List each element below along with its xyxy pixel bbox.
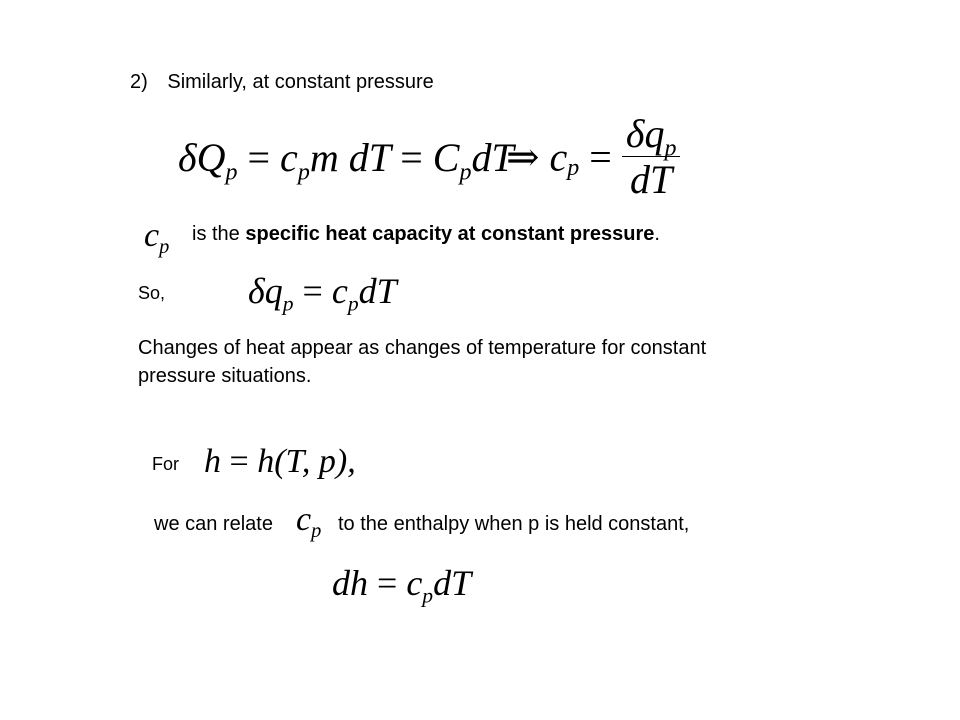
relate-prefix: we can relate: [154, 513, 273, 535]
subscript-p: p: [459, 159, 472, 186]
delta-Q: δQ: [178, 135, 226, 180]
definition-text: [192, 222, 660, 246]
subscript-p: p: [664, 135, 677, 162]
explanation-paragraph: [138, 334, 706, 390]
equation-enthalpy-change: [332, 562, 472, 608]
equals-sign: =: [400, 135, 423, 180]
c-symbol: c: [280, 135, 298, 180]
so-label: So,: [138, 283, 166, 303]
definition-term: specific heat capacity at constant pressure: [245, 223, 655, 245]
c-symbol: c: [406, 563, 423, 603]
equals-sign: =: [229, 443, 249, 480]
equation-heat-constant-pressure: [178, 134, 514, 186]
equation-heat-per-mass: [248, 270, 397, 316]
h-symbol: h: [204, 443, 221, 480]
fraction: [622, 112, 681, 203]
subscript-p: p: [159, 236, 170, 259]
dh-term: dh: [332, 563, 368, 603]
equation-enthalpy-function: [204, 442, 356, 482]
definition-line: [144, 216, 170, 259]
equals-sign: =: [377, 563, 398, 603]
fraction-numerator: [622, 111, 681, 162]
subscript-p: p: [225, 159, 238, 186]
fraction-denominator: dT: [630, 157, 673, 202]
section-number: 2): [130, 71, 148, 93]
implies-arrow: ⇒: [506, 134, 540, 180]
subscript-p: p: [347, 291, 359, 316]
equation-cp-definition: [506, 112, 680, 203]
dT-term: dT: [358, 271, 397, 311]
section-heading: [130, 70, 434, 94]
dT-term: dT: [433, 563, 472, 603]
c-symbol: c: [296, 501, 312, 538]
cp-symbol-inline: [296, 500, 322, 543]
dT-term: dT: [471, 135, 514, 180]
for-label: For: [152, 454, 179, 474]
paragraph-line-2: pressure situations.: [138, 365, 312, 387]
paragraph-line-1: Changes of heat appear as changes of temperature for constant: [138, 337, 707, 359]
equals-sign: =: [247, 135, 271, 180]
c-symbol: c: [144, 217, 160, 254]
cp-symbol: [144, 217, 170, 259]
relate-suffix: to the enthalpy when p is held constant,: [338, 513, 690, 535]
definition-prefix: is the: [192, 223, 246, 245]
m-symbol: m: [309, 135, 339, 180]
dT-term: dT: [348, 135, 391, 180]
subscript-p: p: [297, 159, 310, 186]
delta-q: δq: [248, 271, 283, 311]
subscript-p: p: [311, 520, 322, 543]
subscript-p: p: [282, 291, 294, 316]
c-symbol: c: [549, 134, 568, 180]
equals-sign: =: [589, 134, 612, 180]
h-of-T-p: h(T, p),: [257, 443, 356, 480]
subscript-p: p: [567, 155, 580, 182]
C-symbol: C: [432, 135, 460, 180]
delta-q: δq: [625, 111, 665, 156]
section-title: Similarly, at constant pressure: [167, 71, 434, 93]
subscript-p: p: [422, 583, 434, 608]
equals-sign: =: [302, 271, 323, 311]
c-symbol: c: [331, 271, 348, 311]
definition-period: .: [654, 223, 660, 245]
